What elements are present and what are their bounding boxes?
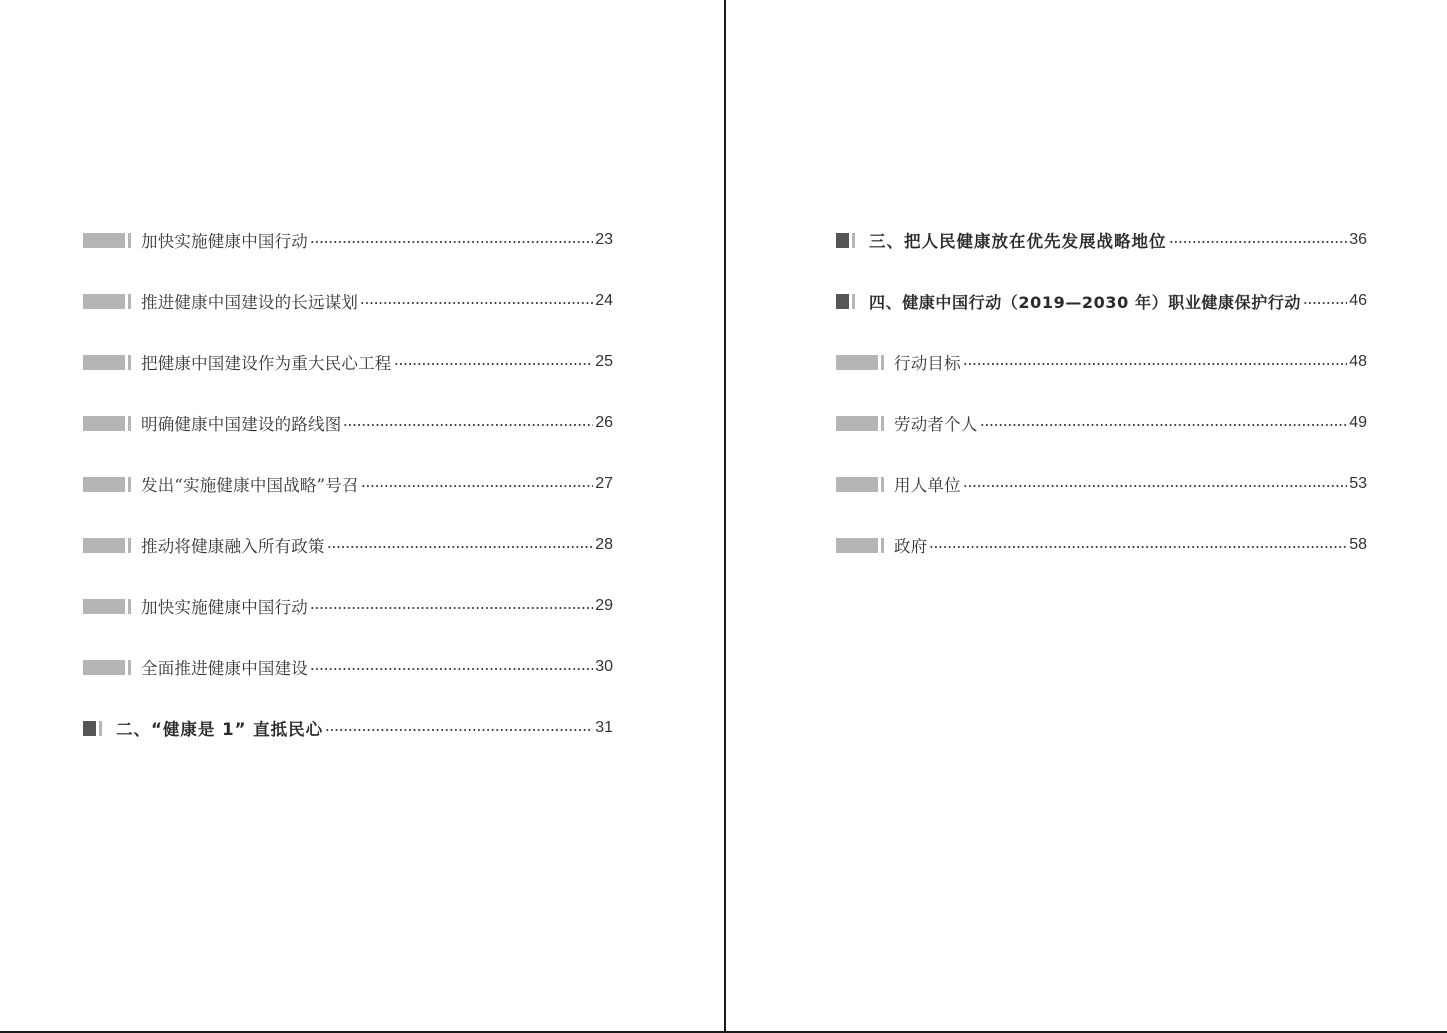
toc-page-number: 25 [595,353,613,370]
toc-page-number: 49 [1349,414,1367,431]
chapter-marker-icon [83,720,102,736]
toc-page-number: 27 [595,475,613,492]
toc-page-number: 58 [1349,536,1367,553]
toc-entry-title: 行动目标 [894,354,961,373]
section-marker-icon [836,415,884,431]
dot-leader [325,729,593,731]
toc-chapter-entry[interactable] [836,289,1367,313]
toc-chapter-title: 四、健康中国行动（2019—2030 年）职业健康保护行动 [869,292,1302,312]
section-marker-icon [83,415,131,431]
toc-entry[interactable] [83,289,613,313]
toc-entry-title: 推动将健康融入所有政策 [141,537,325,556]
toc-page-number: 28 [595,536,613,553]
toc-entry[interactable] [83,350,613,374]
dot-leader [1303,302,1347,304]
toc-entry[interactable] [83,228,613,252]
toc-entry[interactable] [83,472,613,496]
section-marker-icon [83,232,131,248]
toc-chapter-entry[interactable] [836,228,1367,252]
dot-leader [394,363,594,365]
dot-leader [360,302,593,304]
dot-leader [310,668,593,670]
section-marker-icon [83,598,131,614]
toc-entry[interactable] [836,533,1367,557]
toc-entry[interactable] [836,472,1367,496]
toc-page-number: 30 [595,658,613,675]
toc-entry-title: 加快实施健康中国行动 [141,598,308,617]
toc-entry-title: 推进健康中国建设的长远谋划 [141,293,359,312]
dot-leader [1169,241,1348,243]
toc-page-number: 29 [595,597,613,614]
dot-leader [327,546,594,548]
section-marker-icon [836,537,884,553]
section-marker-icon [836,354,884,370]
dot-leader [310,607,593,609]
dot-leader [980,424,1348,426]
section-marker-icon [836,476,884,492]
section-marker-icon [83,293,131,309]
toc-page-number: 36 [1349,231,1367,248]
toc-chapter-entry[interactable] [83,716,613,740]
toc-entry[interactable] [83,533,613,557]
dot-leader [929,546,1347,548]
toc-entry[interactable] [83,655,613,679]
right-page [726,0,1447,1033]
toc-page-number: 46 [1349,292,1367,309]
toc-page-number: 31 [595,719,613,736]
dot-leader [343,424,593,426]
section-marker-icon [83,476,131,492]
toc-entry-title: 劳动者个人 [894,415,978,434]
chapter-marker-icon [836,293,855,309]
toc-entry-title: 全面推进健康中国建设 [141,659,308,678]
toc-page-number: 24 [595,292,613,309]
toc-page-number: 53 [1349,475,1367,492]
dot-leader [361,485,594,487]
dot-leader [963,363,1347,365]
section-marker-icon [83,659,131,675]
toc-entry-title: 把健康中国建设作为重大民心工程 [141,354,392,373]
toc-entry-title: 明确健康中国建设的路线图 [141,415,342,434]
toc-chapter-title: 二、“健康是 1” 直抵民心 [116,720,324,739]
dot-leader [963,485,1347,487]
toc-entry[interactable] [83,594,613,618]
toc-entry[interactable] [836,411,1367,435]
toc-entry-title: 用人单位 [894,476,961,495]
section-marker-icon [83,354,131,370]
toc-entry[interactable] [83,411,613,435]
toc-page-number: 23 [595,231,613,248]
toc-entry-title: 发出“实施健康中国战略”号召 [141,476,359,495]
toc-page-number: 26 [595,414,613,431]
toc-chapter-title: 三、把人民健康放在优先发展战略地位 [869,232,1167,251]
toc-entry-title: 加快实施健康中国行动 [141,232,308,251]
toc-page-number: 48 [1349,353,1367,370]
chapter-marker-icon [836,232,855,248]
toc-entry[interactable] [836,350,1367,374]
section-marker-icon [83,537,131,553]
dot-leader [310,241,593,243]
toc-entry-title: 政府 [894,537,928,556]
